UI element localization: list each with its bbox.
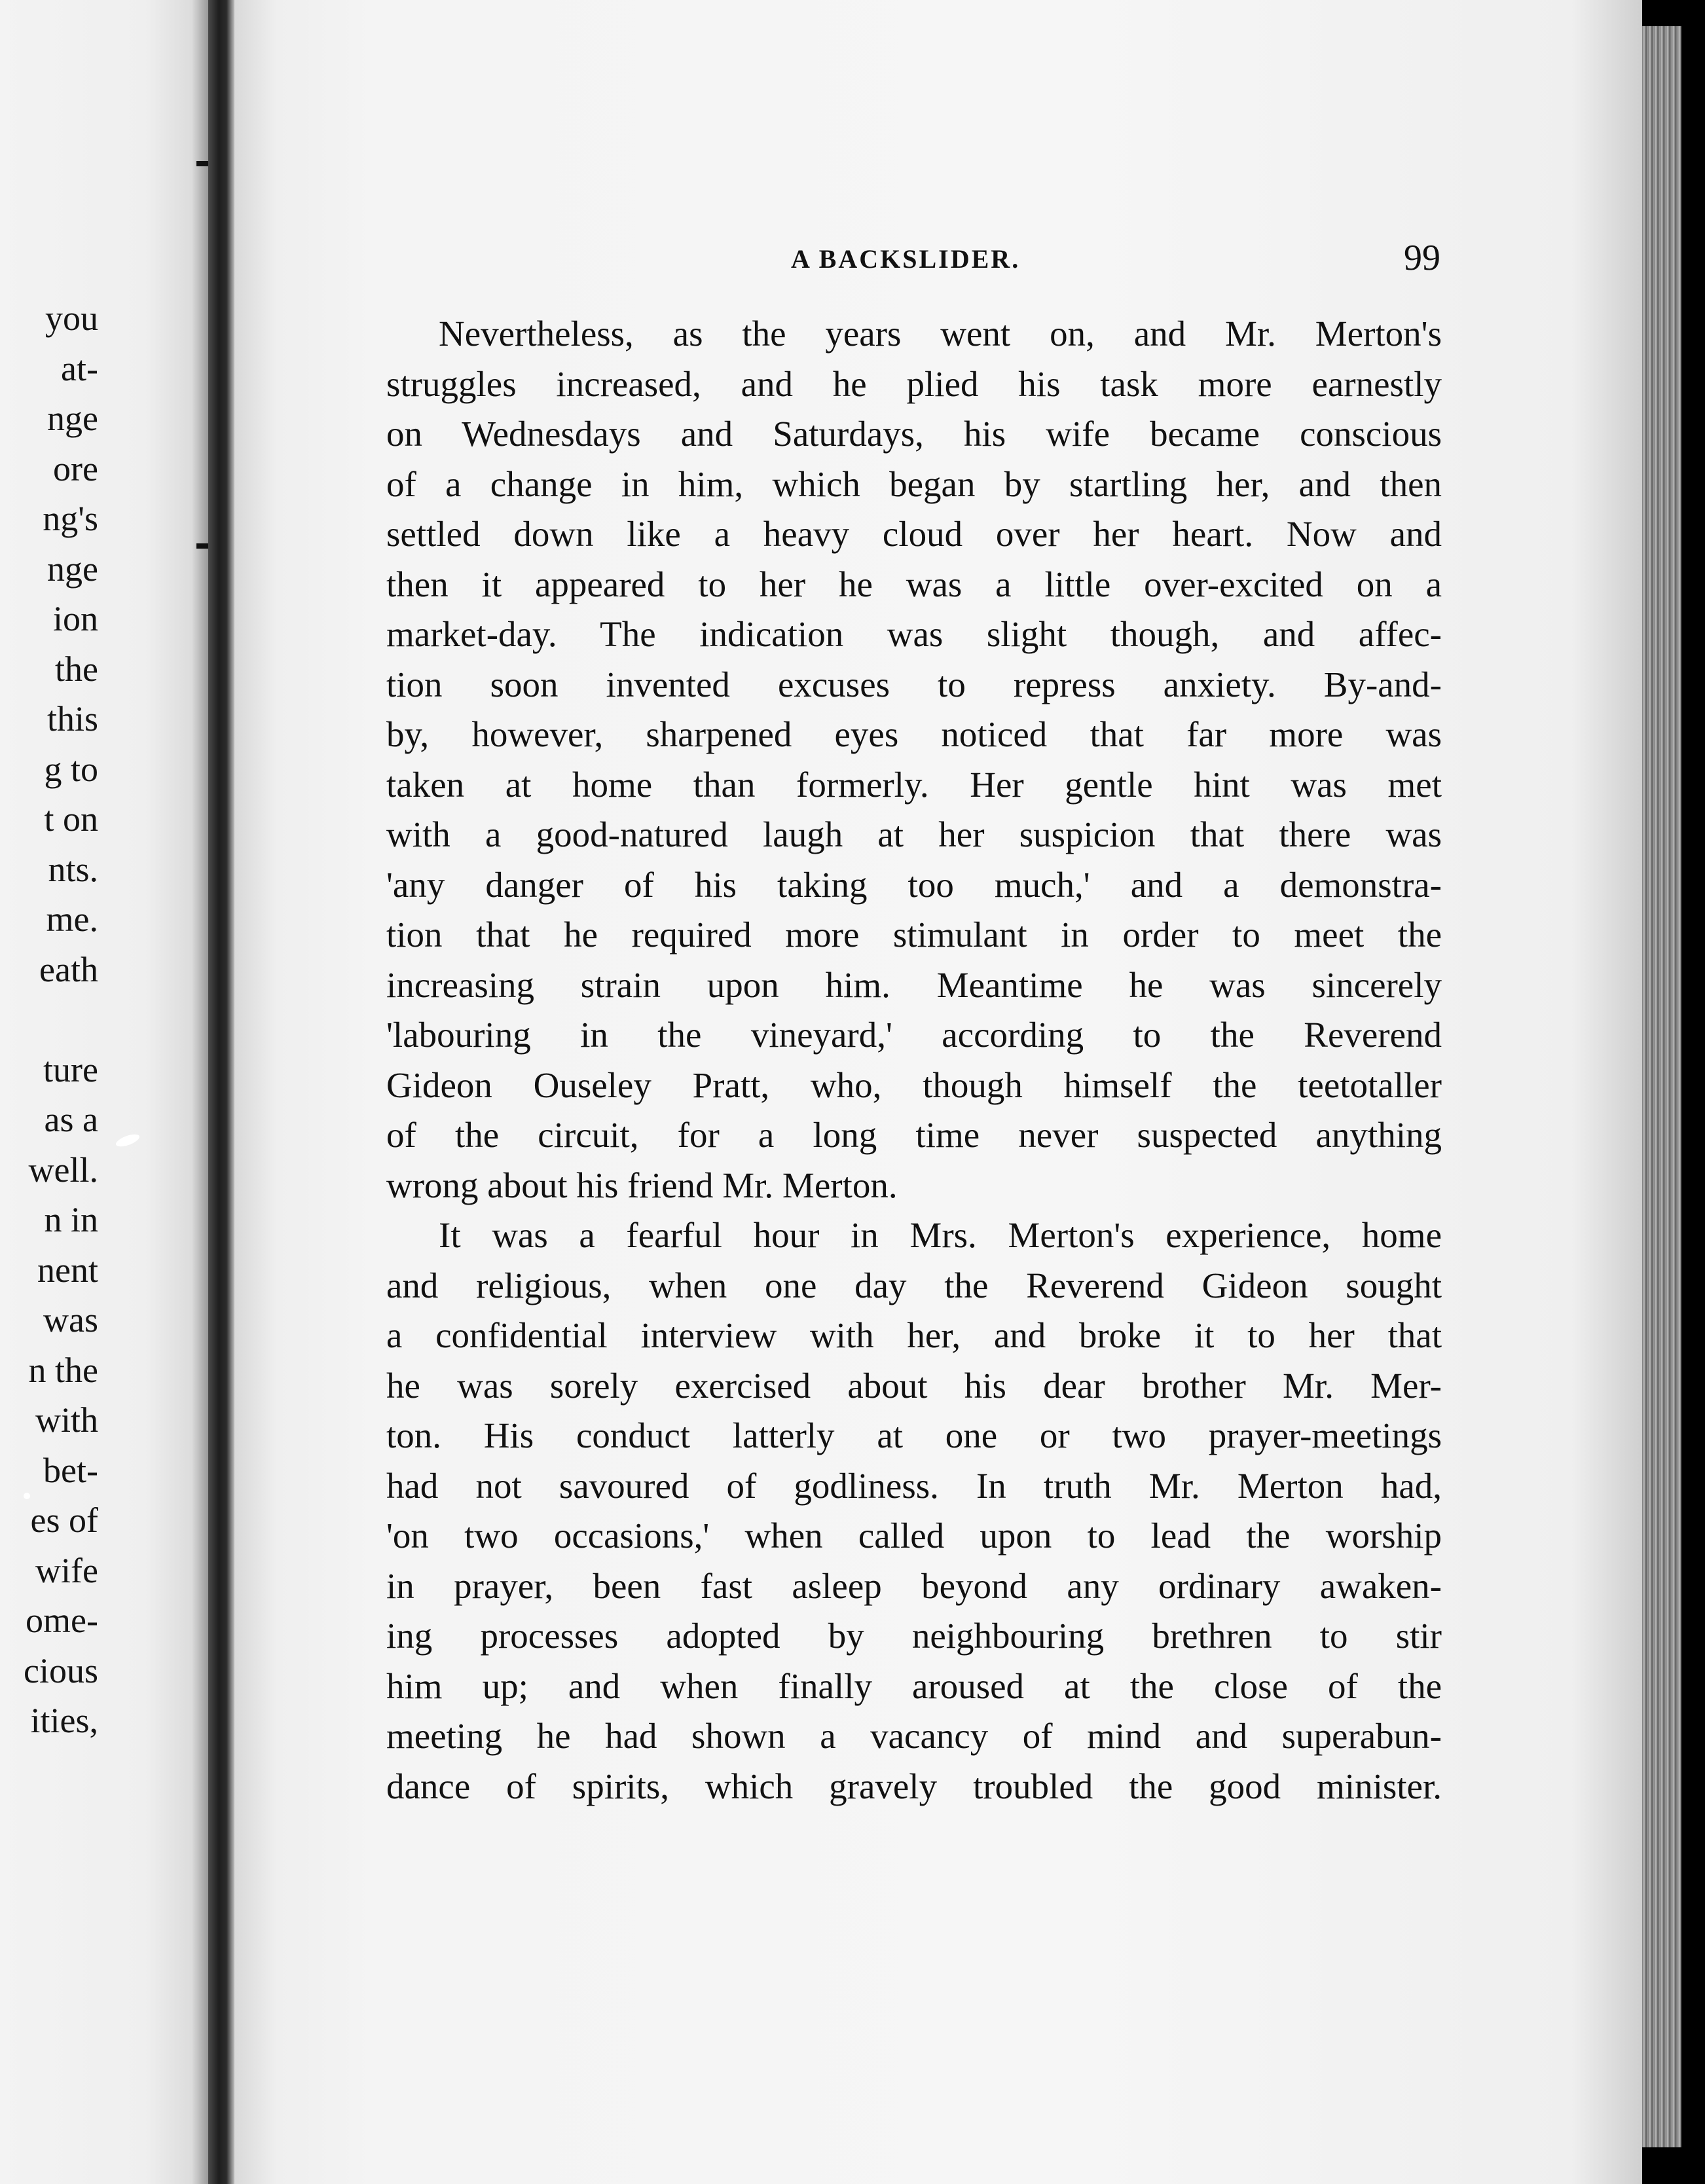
text-line: him up; and when finally aroused at the close of the: [386, 1665, 1442, 1706]
left-fragment: you: [45, 299, 98, 338]
text-line: of the circuit, for a long time never suspected anything: [386, 1115, 1442, 1155]
text-line: wrong about his friend Mr. Merton.: [386, 1165, 898, 1205]
left-fragment: bet-: [43, 1450, 98, 1490]
text-line: meeting he had shown a vacancy of mind and superabun-: [386, 1716, 1442, 1756]
left-fragment: wife: [35, 1550, 98, 1590]
text-line: in prayer, been fast asleep beyond any ordinary awaken-: [386, 1565, 1442, 1606]
text-line: market-day. The indication was slight though, and affec-: [386, 614, 1442, 654]
text-line: Nevertheless, as the years went on, and Mr. Merton's: [439, 314, 1442, 354]
gutter-mark: [196, 543, 208, 549]
left-fragment: es of: [30, 1501, 98, 1540]
left-fragment: ome-: [26, 1601, 98, 1640]
text-line: tion that he required more stimulant in order to meet the: [386, 915, 1442, 955]
text-line: settled down like a heavy cloud over her heart. Now and: [386, 514, 1442, 554]
text-line: 'labouring in the vineyard,' according to the Reverend: [386, 1015, 1442, 1055]
left-fragment: nent: [37, 1250, 98, 1290]
left-fragment: with: [35, 1400, 98, 1440]
left-fragment: ion: [52, 599, 98, 638]
left-fragment: g to: [44, 749, 98, 789]
left-fragment: cious: [24, 1650, 98, 1690]
text-line: and religious, when one day the Reverend Gideon sought: [386, 1265, 1442, 1305]
left-fragment: n the: [28, 1350, 98, 1390]
text-line: 'on two occasions,' when called upon to lead the worship: [386, 1516, 1442, 1556]
text-line: increasing strain upon him. Meantime he was sincerely: [386, 964, 1442, 1005]
text-line: then it appeared to her he was a little over-excited on a: [386, 564, 1442, 604]
left-fragment: eath: [39, 949, 98, 989]
left-fragment: nge: [47, 549, 98, 589]
left-fragment: as a: [44, 1100, 98, 1139]
text-line: he was sorely exercised about his dear brother Mr. Mer-: [386, 1365, 1442, 1406]
text-line: It was a fearful hour in Mrs. Merton's experience, home: [439, 1215, 1442, 1255]
left-page-text: [0, 293, 98, 1746]
left-fragment: ture: [43, 1049, 98, 1089]
text-line: by, however, sharpened eyes noticed that far more was: [386, 714, 1442, 754]
left-fragment: n in: [44, 1200, 98, 1239]
left-fragment: ities,: [30, 1701, 98, 1740]
text-line: tion soon invented excuses to repress anxiety. By-and-: [386, 664, 1442, 704]
gutter-mark: [196, 161, 208, 166]
text-line: had not savoured of godliness. In truth Mr. Merton had,: [386, 1465, 1442, 1506]
speck: [24, 1493, 30, 1499]
left-facing-page: [0, 0, 208, 2184]
text-line: dance of spirits, which gravely troubled the good minister.: [386, 1766, 1442, 1806]
book-gutter: [208, 0, 234, 2184]
left-fragment: well.: [28, 1150, 98, 1190]
text-line: Gideon Ouseley Pratt, who, though himself the teetotaller: [386, 1065, 1442, 1105]
left-fragment: nts.: [48, 849, 98, 889]
body-text: [386, 309, 1442, 1811]
text-line: of a change in him, which began by startling her, and then: [386, 464, 1442, 504]
left-fragment: me.: [46, 900, 98, 939]
left-fragment: the: [55, 649, 98, 689]
text-line: taken at home than formerly. Her gentle hint was met: [386, 764, 1442, 805]
left-fragment: [0, 994, 98, 1045]
left-fragment: ng's: [43, 499, 98, 538]
text-line: ton. His conduct latterly at one or two prayer-meetings: [386, 1415, 1442, 1455]
page-number: 99: [1404, 238, 1440, 278]
left-fragment: was: [43, 1300, 98, 1339]
running-head: A BACKSLIDER.: [791, 244, 1021, 274]
text-line: a confidential interview with her, and broke it to her that: [386, 1315, 1442, 1355]
left-fragment: this: [46, 699, 98, 738]
text-line: with a good-natured laugh at her suspicion that there was: [386, 814, 1442, 854]
left-fragment: at-: [61, 348, 98, 388]
page-edge-stack: [1642, 26, 1681, 2147]
left-fragment: t on: [44, 799, 98, 839]
text-line: on Wednesdays and Saturdays, his wife became conscious: [386, 414, 1442, 454]
left-fragment: ore: [53, 448, 98, 488]
left-fragment: nge: [47, 399, 98, 438]
text-line: 'any danger of his taking too much,' and a demonstra-: [386, 864, 1442, 905]
text-line: ing processes adopted by neighbouring brethren to stir: [386, 1616, 1442, 1656]
text-line: struggles increased, and he plied his task more earnestly: [386, 363, 1442, 404]
